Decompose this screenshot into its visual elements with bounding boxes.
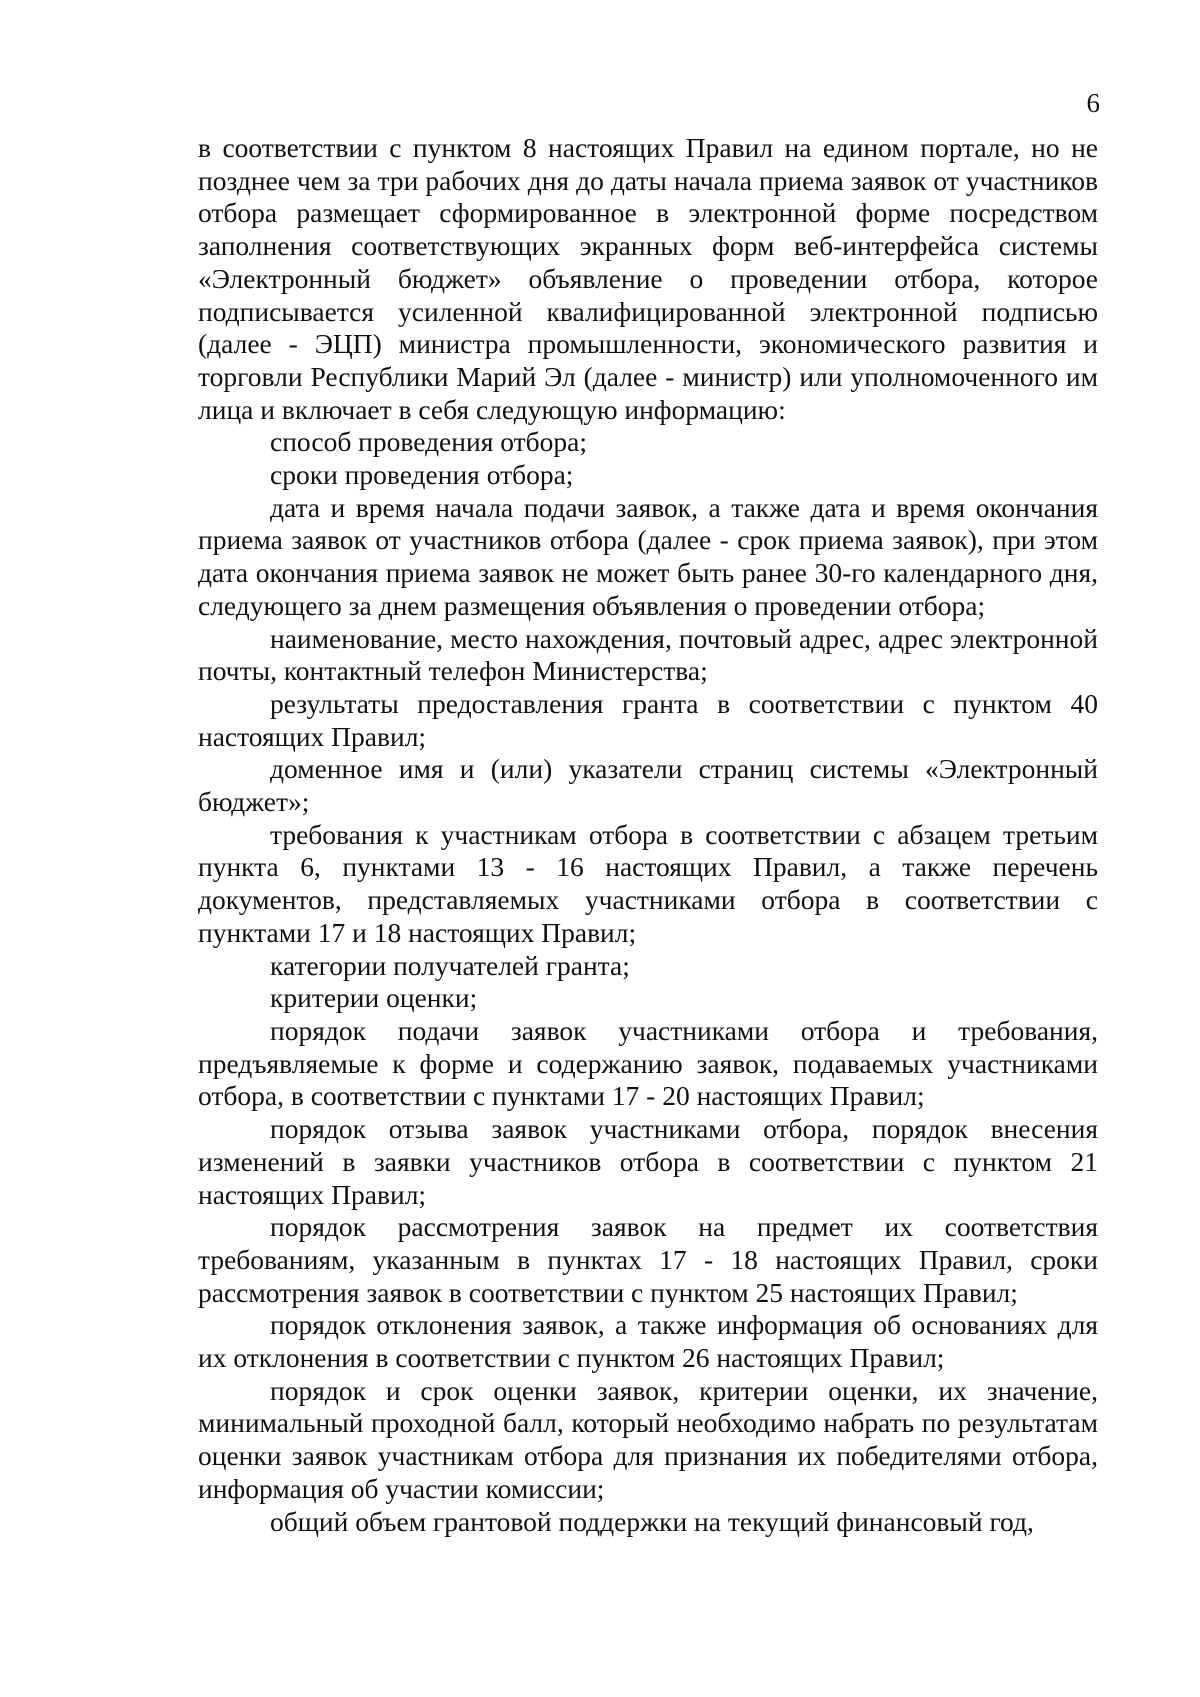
list-item-submission: порядок подачи заявок участниками отбора и требования, предъявляемые к форме и содержанию заявок, подаваемых участниками отбора, в соответствии с пунктами 17 - 20 настоящих Правил; <box>198 1014 1098 1112</box>
list-item-method: способ проведения отбора; <box>270 426 587 458</box>
list-item-withdrawal: порядок отзыва заявок участниками отбора, порядок внесения изменений в заявки участников отбора в соответствии с пунктом 21 настоящих Правил; <box>198 1113 1098 1210</box>
list-item-criteria: критерии оценки; <box>270 982 478 1014</box>
page-number: 6 <box>1086 88 1100 118</box>
list-item-review: порядок рассмотрения заявок на предмет их соответствия требованиям, указанным в пунктах 17 - 18 настоящих Правил, сроки рассмотрения заявок в соответствии с пунктом 25 настоящих Правил; <box>198 1211 1098 1308</box>
list-item-categories: категории получателей гранта; <box>270 949 630 981</box>
list-item-terms: сроки проведения отбора; <box>270 459 574 491</box>
list-item-evaluation: порядок и срок оценки заявок, критерии оценки, их значение, минимальный проходной балл, который необходимо набрать по результатам оценки заявок участникам отбора для признания их победителями отбора, информация об участии комиссии; <box>198 1374 1098 1504</box>
list-item-domain: доменное имя и (или) указатели страниц системы «Электронный бюджет»; <box>198 753 1098 818</box>
list-item-rejection: порядок отклонения заявок, а также информация об основаниях для их отклонения в соответствии с пунктом 26 настоящих Правил; <box>198 1309 1098 1374</box>
list-item-dates: дата и время начала подачи заявок, а также дата и время окончания приема заявок от участников отбора (далее - срок приема заявок), при этом дата окончания приема заявок не может быть ранее 30-го календарного дня, следующего за днем размещения объявления о проведении отбора; <box>198 491 1098 621</box>
paragraph-intro: в соответствии с пунктом 8 настоящих Правил на едином портале, но не позднее чем за три рабочих дня до даты начала приема заявок от участников отбора размещает сформированное в электронной форме посредством заполнения соответствующих экранных форм веб-интерфейса системы «Электронный бюджет» объявление о проведении отбора, которое подписывается усиленной квалифицированной электронной подписью (далее - ЭЦП) министра промышленности, экономического развития и торговли Республики Марий Эл (далее - министр) или уполномоченного им лица и включает в себя следующую информацию: <box>198 132 1098 425</box>
list-item-results: результаты предоставления гранта в соответствии с пунктом 40 настоящих Правил; <box>198 687 1098 752</box>
list-item-requirements: требования к участникам отбора в соответствии с абзацем третьим пункта 6, пунктами 13 - 16 настоящих Правил, а также перечень документов, представляемых участниками отбора в соответствии с пунктами 17 и 18 настоящих Правил; <box>198 818 1098 948</box>
list-item-volume: общий объем грантовой поддержки на текущий финансовый год, <box>270 1505 1034 1537</box>
list-item-contacts: наименование, место нахождения, почтовый адрес, адрес электронной почты, контактный телефон Министерства; <box>198 622 1098 687</box>
document-body <box>198 132 1098 1538</box>
